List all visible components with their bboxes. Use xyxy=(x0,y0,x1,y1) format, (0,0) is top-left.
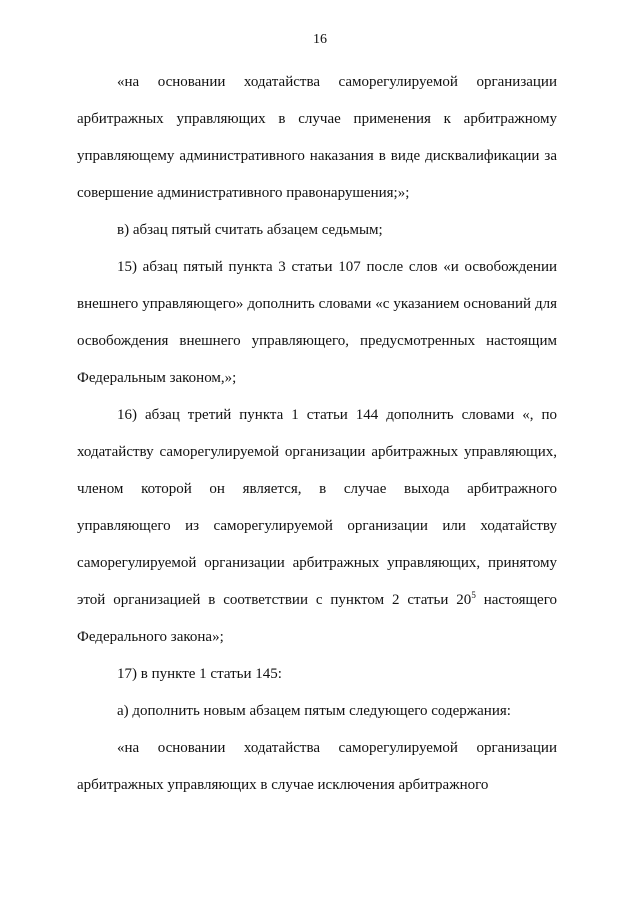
article-superscript: 5 xyxy=(471,590,476,600)
paragraph-item-17: 17) в пункте 1 статьи 145: xyxy=(117,666,282,682)
paragraph-item-16-tail: настоящего Федерального закона»; xyxy=(77,592,557,645)
paragraph-item-a: а) дополнить новым абзацем пятым следующего содержания: xyxy=(117,703,511,719)
paragraph-quote-exclusion: «на основании ходатайства саморегулируемой организации арбитражных управляющих в случае исключения арбитражного xyxy=(77,740,557,793)
paragraph-item-15: 15) абзац пятый пункта 3 статьи 107 после слов «и освобождении внешнего управляющего» дополнить словами «с указанием оснований для освобождения внешнего управляющего, предусмотренных настоящим Федеральным законом,»; xyxy=(77,259,557,386)
paragraph-item-16 xyxy=(77,397,557,656)
paragraph-item-v: в) абзац пятый считать абзацем седьмым; xyxy=(117,222,383,238)
paragraph-quote-disqualification: «на основании ходатайства саморегулируемой организации арбитражных управляющих в случае применения к арбитражному управляющему административного наказания в виде дисквалификации за совершение административного правонарушения;»; xyxy=(77,74,557,201)
document-body xyxy=(77,64,557,804)
paragraph-item-16-text: 16) абзац третий пункта 1 статьи 144 дополнить словами «, по ходатайству саморегулируемой организации арбитражных управляющих, членом которой он является, в случае выхода арбитражного управляющего из саморегулируемой организации или ходатайству саморегулируемой организации арбитражных управляющих, принятому этой организацией в соответствии с пунктом 2 статьи 20 xyxy=(77,407,557,608)
page-number: 16 xyxy=(313,32,327,47)
